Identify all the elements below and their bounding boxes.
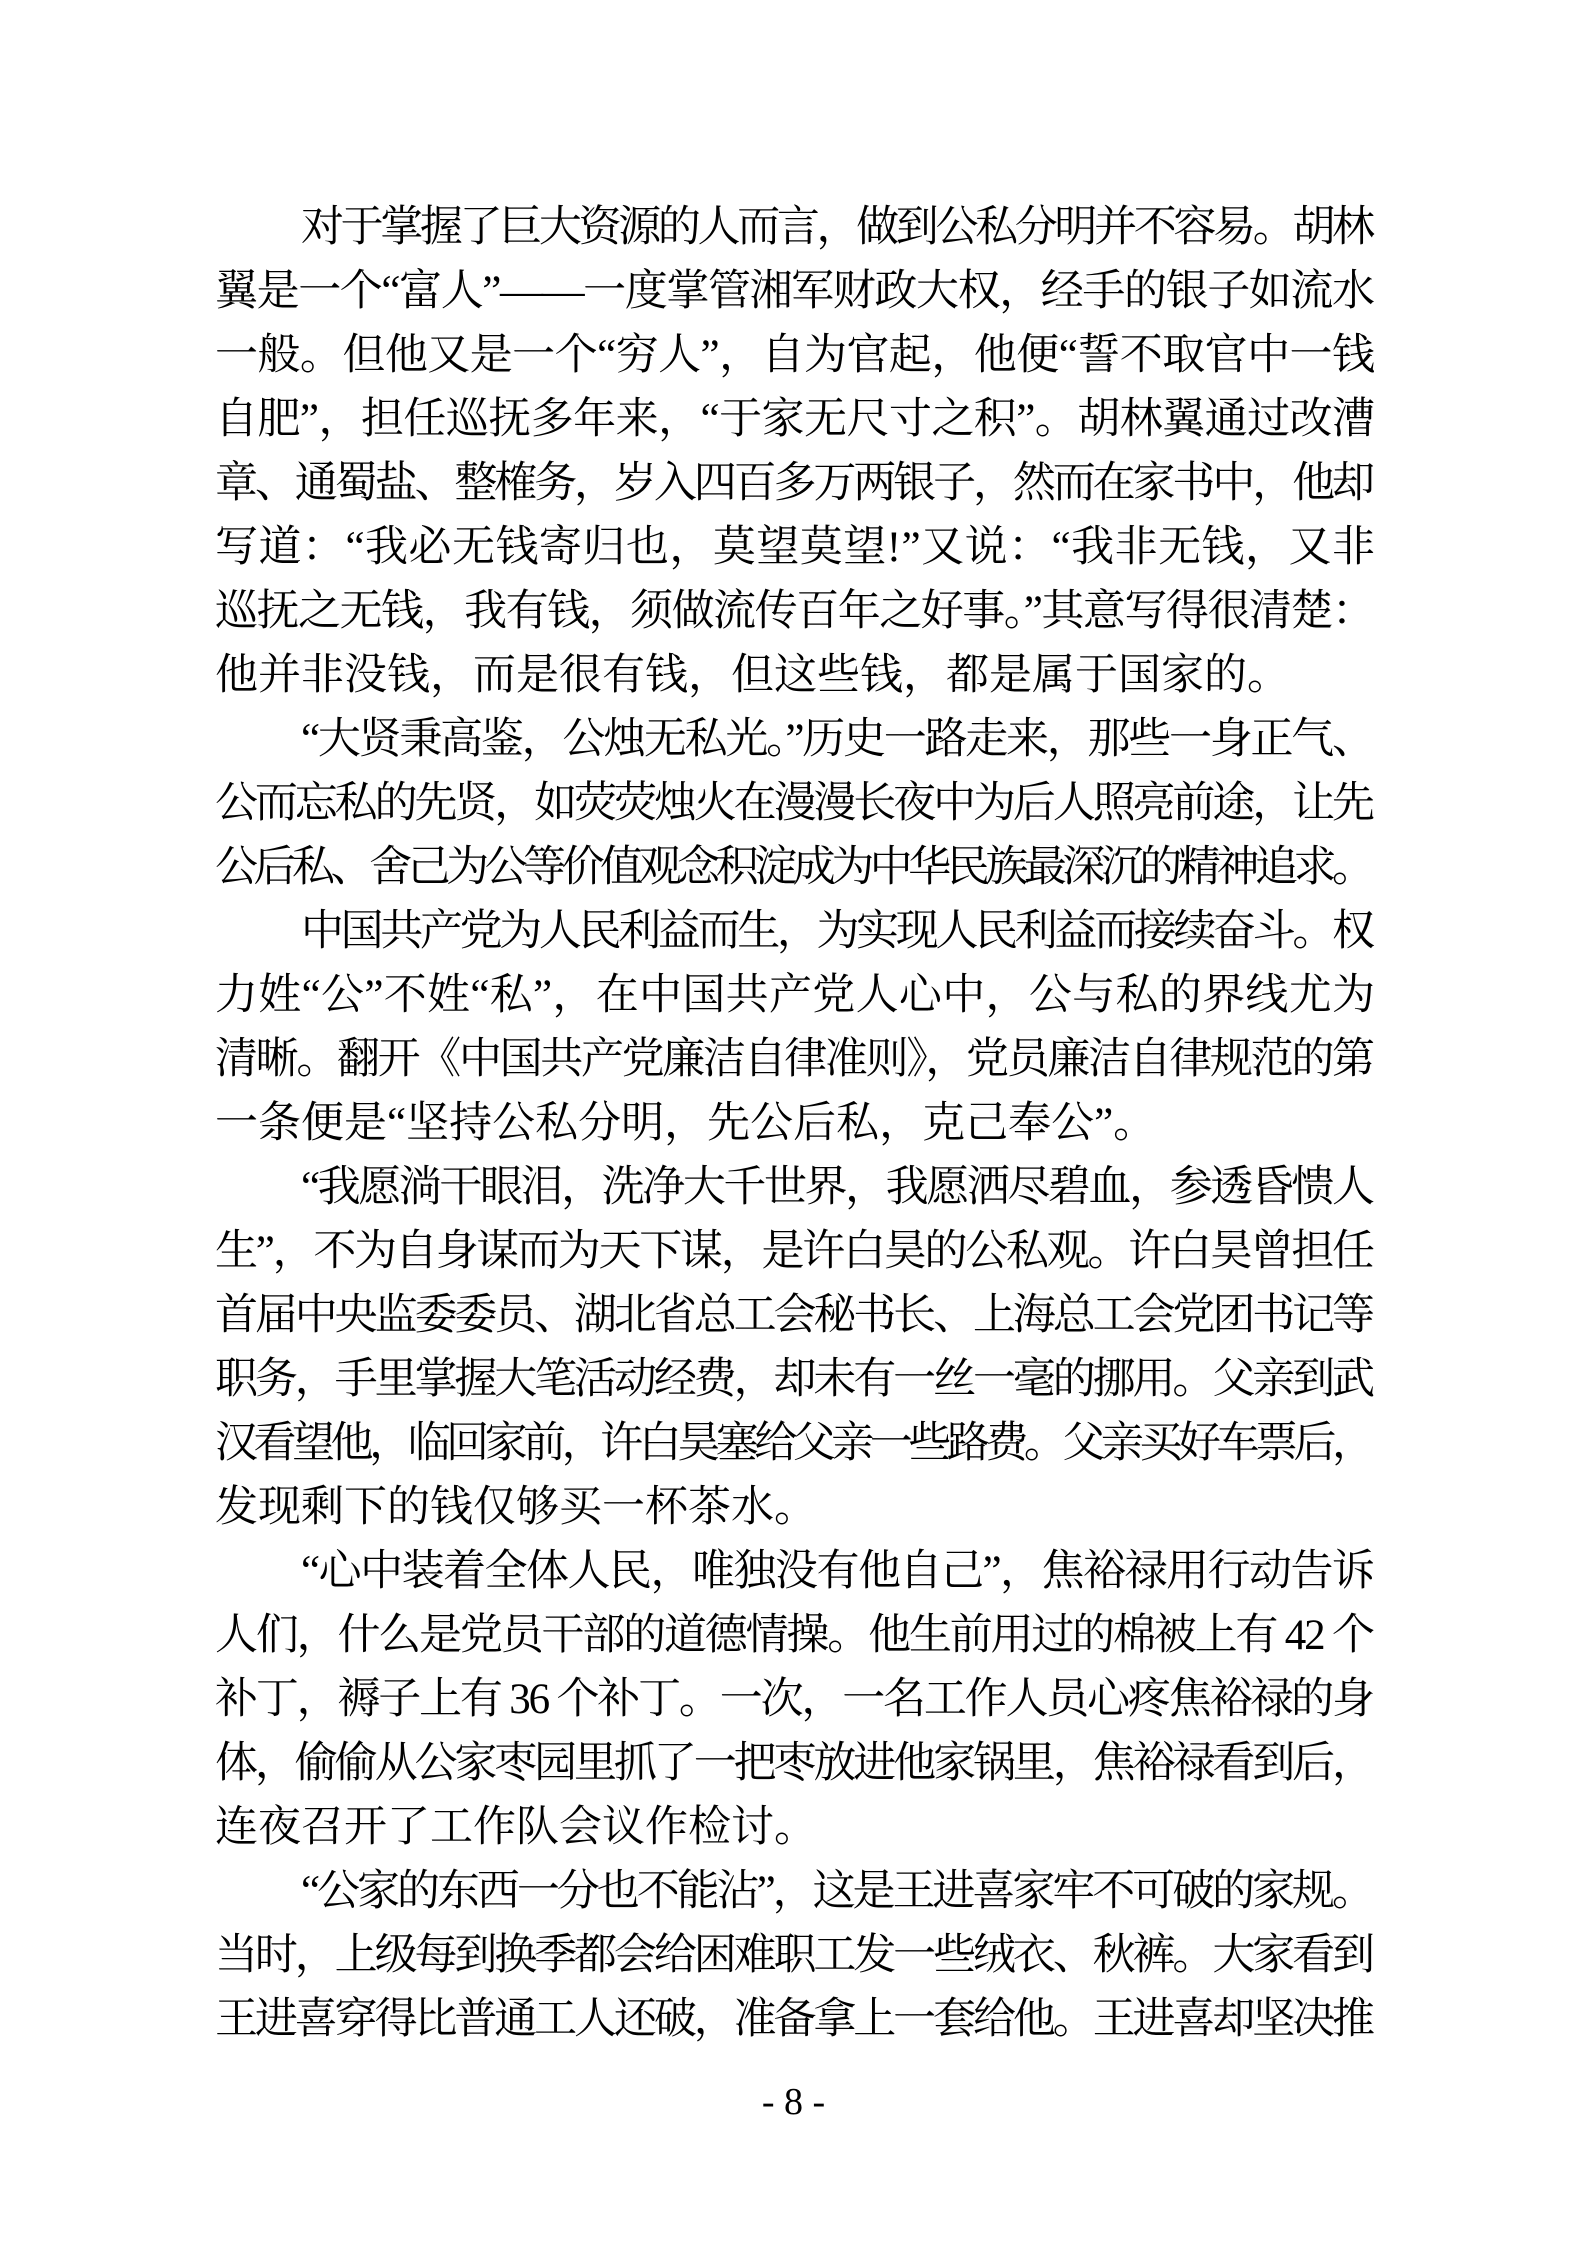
text-line bbox=[215, 260, 1375, 324]
text-line-content: 公而忘私的先贤，如荧荧烛火在漫漫长夜中为后人照亮前途，让先 bbox=[215, 780, 1372, 827]
text-line-content: “大贤秉高鉴，公烛无私光。”历史一路走来，那些一身正气、 bbox=[301, 716, 1373, 763]
text-line-content: 中国共产党为人民利益而生，为实现人民利益而接续奋斗。权 bbox=[301, 908, 1372, 955]
text-line-content: 首届中央监委委员、湖北省总工会秘书长、上海总工会党团书记等 bbox=[215, 1292, 1372, 1339]
paragraph bbox=[215, 900, 1375, 1156]
text-line bbox=[215, 1924, 1375, 1988]
text-line bbox=[215, 1348, 1375, 1412]
text-line bbox=[215, 1860, 1375, 1924]
text-line bbox=[215, 772, 1375, 836]
text-line-content: 他并非没钱，而是很有钱，但这些钱，都是属于国家的。 bbox=[215, 652, 1290, 699]
text-line bbox=[215, 1604, 1375, 1668]
text-line bbox=[215, 1668, 1375, 1732]
text-line bbox=[215, 1988, 1375, 2052]
text-line-content: “心中装着全体人民，唯独没有他自己”，焦裕禄用行动告诉 bbox=[301, 1548, 1374, 1595]
text-line-content: 翼是一个“富人”——一度掌管湘军财政大权，经手的银子如流水 bbox=[215, 268, 1374, 315]
paragraph bbox=[215, 1540, 1375, 1860]
text-line-content: 自肥”，担任巡抚多年来，“于家无尺寸之积”。胡林翼通过改漕 bbox=[215, 396, 1375, 443]
text-line-content: 对于掌握了巨大资源的人而言，做到公私分明并不容易。胡林 bbox=[301, 204, 1372, 251]
text-line-content: 人们，什么是党员干部的道德情操。他生前用过的棉被上有 42 个 bbox=[215, 1612, 1373, 1659]
text-line-content: 巡抚之无钱，我有钱，须做流传百年之好事。”其意写得很清楚： bbox=[215, 588, 1374, 635]
paragraph bbox=[215, 1860, 1375, 2052]
text-line bbox=[215, 1284, 1375, 1348]
paragraph bbox=[215, 1156, 1375, 1540]
text-line-content: 汉看望他，临回家前，许白昊塞给父亲一些路费。父亲买好车票后， bbox=[215, 1420, 1371, 1467]
text-line-content: 体，偷偷从公家枣园里抓了一把枣放进他家锅里，焦裕禄看到后， bbox=[215, 1740, 1372, 1787]
text-line-content: 当时，上级每到换季都会给困难职工发一些绒衣、秋裤。大家看到 bbox=[215, 1932, 1372, 1979]
paragraph bbox=[215, 708, 1375, 900]
text-line-content: 补丁，褥子上有 36 个补丁。一次，一名工作人员心疼焦裕禄的身 bbox=[215, 1676, 1373, 1723]
text-line bbox=[215, 836, 1375, 900]
text-line bbox=[215, 1220, 1375, 1284]
text-line-content: 一般。但他又是一个“穷人”，自为官起，他便“誓不取官中一钱 bbox=[215, 332, 1375, 379]
text-line-content: 写道：“我必无钱寄归也，莫望莫望!”又说：“我非无钱，又非 bbox=[215, 524, 1376, 571]
text-line bbox=[215, 964, 1375, 1028]
text-line-content: 一条便是“坚持公私分明，先公后私，克己奉公”。 bbox=[215, 1100, 1157, 1147]
text-line-content: 发现剩下的钱仅够买一杯茶水。 bbox=[215, 1484, 817, 1531]
text-line-content: 公后私、舍己为公等价值观念积淀成为中华民族最深沉的精神追求。 bbox=[215, 844, 1371, 891]
text-line-content: 生”，不为自身谋而为天下谋，是许白昊的公私观。许白昊曾担任 bbox=[215, 1228, 1373, 1275]
text-line bbox=[215, 1732, 1375, 1796]
paragraph bbox=[215, 196, 1375, 708]
text-line-content: 章、通蜀盐、整榷务，岁入四百多万两银子，然而在家书中，他却 bbox=[215, 460, 1372, 507]
text-line bbox=[215, 644, 1375, 708]
text-line bbox=[215, 1476, 1375, 1540]
text-line bbox=[215, 708, 1375, 772]
text-line-content: 连夜召开了工作队会议作检讨。 bbox=[215, 1804, 817, 1851]
text-line-content: 职务，手里掌握大笔活动经费，却未有一丝一毫的挪用。父亲到武 bbox=[215, 1356, 1372, 1403]
text-line bbox=[215, 580, 1375, 644]
text-line-content: “公家的东西一分也不能沾”，这是王进喜家牢不可破的家规。 bbox=[301, 1868, 1372, 1915]
text-line bbox=[215, 452, 1375, 516]
text-line bbox=[215, 900, 1375, 964]
text-line bbox=[215, 1796, 1375, 1860]
text-line bbox=[215, 1156, 1375, 1220]
text-line bbox=[215, 516, 1375, 580]
text-line-content: 王进喜穿得比普通工人还破，准备拿上一套给他。王进喜却坚决推 bbox=[215, 1996, 1372, 2043]
text-line bbox=[215, 324, 1375, 388]
text-line bbox=[215, 388, 1375, 452]
page-number: - 8 - bbox=[761, 2081, 826, 2123]
document-body bbox=[215, 196, 1375, 2052]
text-line bbox=[215, 196, 1375, 260]
text-line bbox=[215, 1540, 1375, 1604]
text-line bbox=[215, 1412, 1375, 1476]
text-line bbox=[215, 1092, 1375, 1156]
text-line bbox=[215, 1028, 1375, 1092]
text-line-content: 力姓“公”不姓“私”，在中国共产党人心中，公与私的界线尤为 bbox=[215, 972, 1376, 1019]
text-line-content: “我愿淌干眼泪，洗净大千世界，我愿洒尽碧血，参透昏愦人 bbox=[301, 1164, 1373, 1211]
text-line-content: 清晰。翻开《中国共产党廉洁自律准则》，党员廉洁自律规范的第 bbox=[215, 1036, 1373, 1083]
